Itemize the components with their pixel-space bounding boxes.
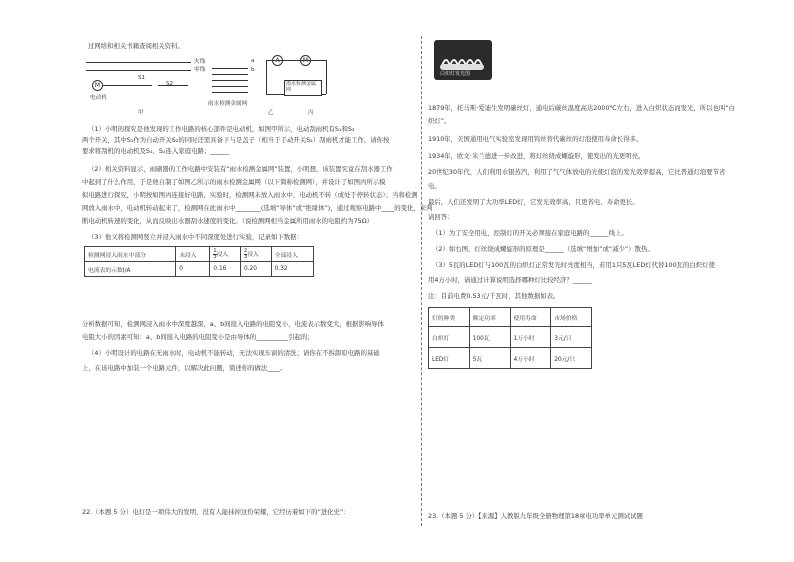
table-cell: 0.32	[271, 262, 313, 277]
history-line-1: 1879年，托马斯·爱迪生发明碳丝灯，通电后碳丝温度高达2000℃左右，进入白炽状态而发光，所以也叫“白	[428, 104, 736, 112]
table-cell: 5瓦	[469, 348, 510, 369]
table-cell: 0.16	[210, 262, 241, 277]
ammeter-letter: A	[275, 57, 280, 64]
p4-line2: 电阻大小的因素可知：a、b间接入电路的电阻变小是由导体的__________引起的；	[82, 333, 314, 341]
p2-line2: 中起到了什么作用，于是他自制了如图乙所示的雨水检测金属网（以下简称检测网），并设计了如图丙所示模	[82, 178, 386, 186]
terminal-b-label: b	[251, 67, 255, 73]
terminal-a-label: a	[251, 58, 255, 64]
table-header: 额定功率	[469, 308, 510, 327]
table-row	[85, 262, 314, 277]
left-column	[78, 0, 433, 562]
switch-s2-label: S2	[166, 81, 174, 87]
table-header: 市场价格	[551, 308, 592, 327]
bing-right-wire	[326, 60, 327, 94]
neutral-wire-label: 零线	[194, 67, 206, 73]
table-row	[85, 247, 314, 262]
live-wire-line	[86, 62, 191, 63]
rain-net-box	[284, 80, 322, 96]
table-cell: 全部浸入	[271, 247, 313, 262]
rain-net-label: 雨水检测金属网	[208, 101, 248, 107]
fraction-denominator: 3	[244, 253, 248, 260]
table-cell: 20元/只	[551, 348, 592, 369]
history-line-3: 1910年，美国通用电气实验室发现用钨丝替代碳丝的灯泡使用寿命长得多。	[428, 135, 643, 143]
fraction-denominator: 3	[213, 253, 217, 260]
history-line-7: 最后，人们还发明了大功率LED灯，它发光效率高，且更省电、寿命更长。	[428, 198, 639, 206]
switch-s1-label: S1	[138, 75, 146, 81]
motor-bing-letter: M	[302, 57, 309, 64]
depth-current-table	[84, 246, 314, 277]
table-header: 使用寿命	[510, 308, 551, 327]
price-note: 注：目前电费0.53元/千瓦时，其他数据如表。	[428, 292, 560, 300]
bing-top-wire	[266, 60, 326, 61]
p2-line5: 断电动机转速的变化，从而反映出水器刮水速度的变化。（说检测网相当金属所用雨水的电阻约为75Ω）	[82, 217, 374, 225]
history-line-2: 炽灯”。	[428, 117, 451, 125]
p1-line2: 两个开关，其中S₁作为自动开关S₂的同时还需具备下与是盖子（相当于手动开关S₂）刮雨机才能工作，请你按	[82, 136, 390, 144]
p1-line1: （1）小明的探究是他发现的工作电路的核心部件是电动机，如图甲所示，电动刮雨机有S₁和S₂	[88, 125, 355, 133]
table-cell: 白炽灯	[429, 327, 470, 348]
motor-symbol-letter: M	[94, 82, 101, 89]
table-cell: 0	[176, 262, 210, 277]
figure-label-bing: 丙	[308, 110, 314, 116]
fraction-numerator: 1	[213, 247, 217, 254]
light-bulb-photo	[434, 40, 492, 80]
photo-caption: 白炽灯发光图	[440, 71, 471, 77]
p2-line1: （2）相关资料显示，雨刷器的工作电路中安装有“雨水检测金属网”装置，小明想，该装置究竟在刮水器工作	[88, 165, 393, 173]
p2-line3: 拟电路进行探究，小明按如图丙连接好电路，实验时，检测网未放入雨水中，电动机不转（或处于停转状态）；当将检测	[82, 191, 418, 199]
table-cell	[241, 247, 272, 262]
table-cell	[210, 247, 241, 262]
p2-line4: 网放入雨水中，电动机转动起来了，检测网在此雨水中________(选填“导体”或“绝缘体”)，通过观察电路中____的变化，来判	[82, 204, 433, 212]
net-line-4	[212, 86, 248, 87]
question-1: （1）为了安全用电，控制灯的开关必须接在家庭电路的______线上。	[432, 229, 628, 237]
question-23: 23.（本题 5 分）【来源】人教版九年级全册物理第18章电功率单元测试试题	[428, 512, 643, 520]
header-suffix: 浸入	[216, 251, 229, 258]
question-3-line1: （3）5瓦的LED灯与100瓦的白炽灯正常发光时亮度相当，若用1只5瓦LED灯代替100瓦的白炽灯使	[432, 261, 715, 269]
right-column	[428, 0, 736, 562]
table-row	[429, 348, 592, 369]
history-line-4: 1934年，欧文·米兰德进一步改进，将灯丝绕成螺旋形，使发出的光更明亮。	[428, 152, 645, 160]
table-header: 灯的种类	[429, 308, 470, 327]
net-line-5	[212, 92, 248, 93]
fraction-numerator: 2	[244, 247, 248, 254]
question-2: （2）如右图，灯丝绕成螺旋形的原理是______（选填“增加”或“减少”）散热。	[432, 245, 654, 253]
p5-line1: （4）小明设计的电路在无雨水时，电动机不能转动，无法实现车窗的清洗；请你在不拆卸原电路的基础	[88, 349, 380, 357]
net-line-2	[212, 74, 248, 75]
motor-wire	[102, 85, 152, 86]
figure-label-yi: 乙	[268, 110, 274, 116]
table-cell: 1万小时	[510, 327, 551, 348]
history-line-6: 电。	[428, 182, 441, 190]
history-line-8: 请回答：	[428, 213, 454, 221]
p5-line2: 上，在该电路中加装一个电路元件，以解决此问题，简述你的做法____。	[82, 364, 287, 372]
motor-label: 电动机	[90, 95, 107, 101]
history-line-5: 20世纪30年代，人们利用水银蒸汽，利用了气气体放电的光使灯泡的发光效率提高，它比普通灯泡要节省	[428, 168, 726, 176]
table-row	[429, 327, 592, 348]
table-cell: 100瓦	[469, 327, 510, 348]
lamp-comparison-table	[428, 307, 592, 369]
net-line-3	[212, 80, 248, 81]
table-cell: 电流表的示数I/A	[85, 262, 176, 277]
header-suffix: 浸入	[247, 251, 259, 258]
bing-left-wire	[266, 60, 267, 94]
p4-line1: 分析数据可知，检测网浸入雨水中深度越深，a、b间接入电路的电阻变小，电流表示数变大，根据影响导体	[82, 320, 384, 328]
table-cell: 4万小时	[510, 348, 551, 369]
question-22: 22.（本题 5 分）电灯是一项伟大的发明，没有人能抹掉这份荣耀，它经历着如下的“进化史”：	[82, 508, 350, 516]
intro-text: 过网络和相关书籍查阅相关资料。	[88, 42, 184, 50]
table-header-row	[429, 308, 592, 327]
p1-line3: 要求将刮机的电动机及S₁、S₂连入家庭电路；______	[82, 147, 230, 155]
net-line-1	[212, 68, 248, 69]
table-cell: 3元/只	[551, 327, 592, 348]
neutral-wire-line	[86, 70, 191, 71]
p3-text: （3）他又将检测网竖立并浸入雨水中不同深度处进行实验，记录如下数据：	[88, 233, 303, 241]
table-cell: 0.20	[241, 262, 272, 277]
figure-label-jia: 甲	[138, 110, 144, 116]
question-3-line2: 用4万小时，请通过计算说明选择哪种灯比较经济？______	[428, 276, 592, 284]
table-cell: 检测网浸入雨水中部分	[85, 247, 176, 262]
table-cell: 未浸入	[176, 247, 210, 262]
table-cell: LED灯	[429, 348, 470, 369]
rain-net-box-label: 雨水检测金属网	[286, 81, 317, 93]
rain-net-grid	[212, 66, 248, 96]
live-wire-label: 火线	[194, 59, 206, 65]
column-divider	[421, 36, 422, 526]
